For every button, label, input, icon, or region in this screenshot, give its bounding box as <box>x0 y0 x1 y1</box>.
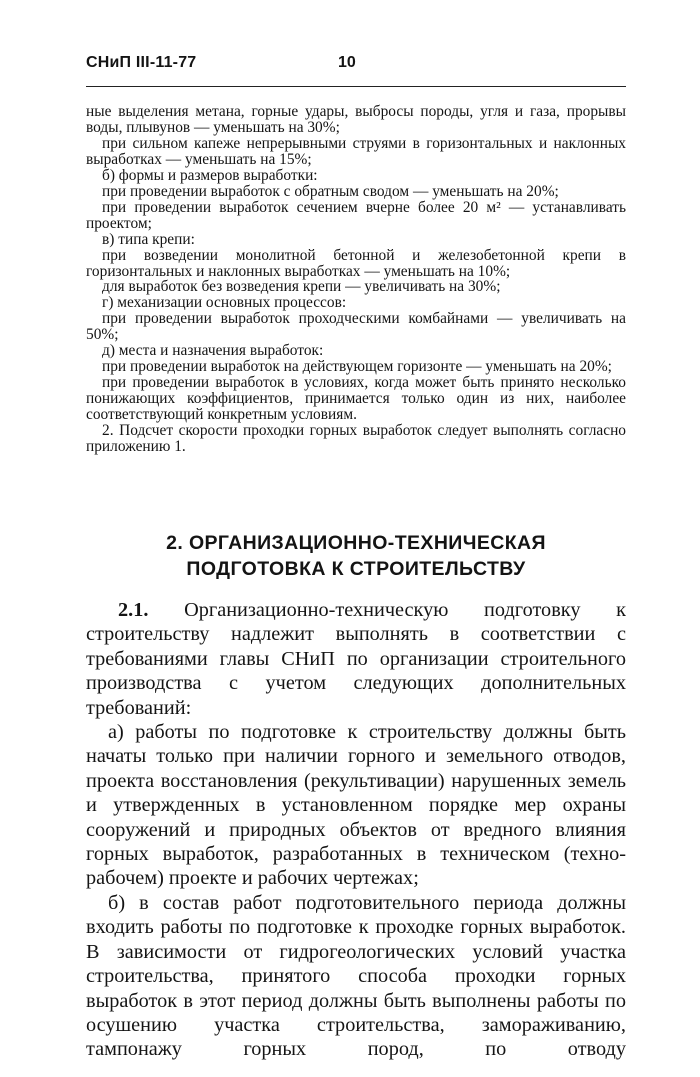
continuation-block <box>86 104 626 455</box>
header-divider <box>86 86 626 87</box>
paragraph: в) типа крепи: <box>102 230 195 248</box>
section-title-line: ПОДГОТОВКА К СТРОИТЕЛЬСТВУ <box>186 558 526 580</box>
clause-number: 2.1. <box>118 599 149 621</box>
paragraph: для выработок без возведения крепи — увеличивать на 30%; <box>102 278 501 296</box>
paragraph: при проведении выработок сечением вчерне более 20 м² — устанавливать проектом; <box>86 198 626 232</box>
paragraph: при проведении выработок в условиях, когда может быть принято несколько понижающих коэффициентов, принимается только один из них, наиболее соответствующий конкретным условиям. <box>86 374 626 424</box>
paragraph: б) формы и размеров выработки: <box>102 166 318 184</box>
paragraph: при проведении выработок на действующем горизонте — уменьшать на 20%; <box>102 358 612 376</box>
paragraph: г) механизации основных процессов: <box>102 294 347 312</box>
paragraph: при проведении выработок с обратным сводом — уменьшать на 20%; <box>102 182 559 200</box>
paragraph: при возведении монолитной бетонной и железобетонной крепи в горизонтальных и наклонных выработках — уменьшать на 10%; <box>86 246 626 280</box>
section-title-line: 2. ОРГАНИЗАЦИОННО-ТЕХНИЧЕСКАЯ <box>166 532 546 554</box>
page-number: 10 <box>338 54 356 71</box>
document-code: СНиП III-11-77 <box>86 54 197 71</box>
paragraph: ные выделения метана, горные удары, выбросы породы, угля и газа, прорывы воды, плывунов — уменьшать на 30%; <box>86 103 626 136</box>
paragraph: д) места и назначения выработок: <box>102 342 324 360</box>
paragraph: при сильном капеже непрерывными струями в горизонтальных и наклонных выработках — уменьшать на 15%; <box>86 134 626 168</box>
section-title <box>86 530 626 582</box>
paragraph: 2. Подсчет скорости проходки горных выработок следует выполнять согласно приложению 1. <box>86 422 626 456</box>
clause-intro-text: Организационно-техническую подготовку к строительству надлежит выполнять в соответствии с требованиями главы СНиП по организации строительного производства с учетом следующих дополнительных требований: <box>86 599 626 719</box>
clause-intro <box>86 598 626 720</box>
clause-item-a: а) работы по подготовке к строительству должны быть начаты только при наличии горного и земельного отводов, проекта восстановления (рекультивации) нарушенных земель и утвержденных в установленном порядке мер охраны сооружений и природных объектов от вредного влияния горных выработок, разработанных в техническом (техно-рабочем) проекте и рабочих чертежах; <box>86 721 626 890</box>
clause-2-1 <box>86 598 626 1062</box>
clause-item-b: б) в состав работ подготовительного периода должны входить работы по подготовке к проходке горных выработок. В зависимости от гидрогеологических условий участка строительства, принятого способа проходки горных выработок в этот период должны быть выполнены работы по осушению участка строительства, замораживанию, тампонажу горных пород, по отводу <box>86 891 626 1061</box>
paragraph: при проведении выработок проходческими комбайнами — увеличивать на 50%; <box>86 310 626 344</box>
page-header <box>86 54 626 80</box>
